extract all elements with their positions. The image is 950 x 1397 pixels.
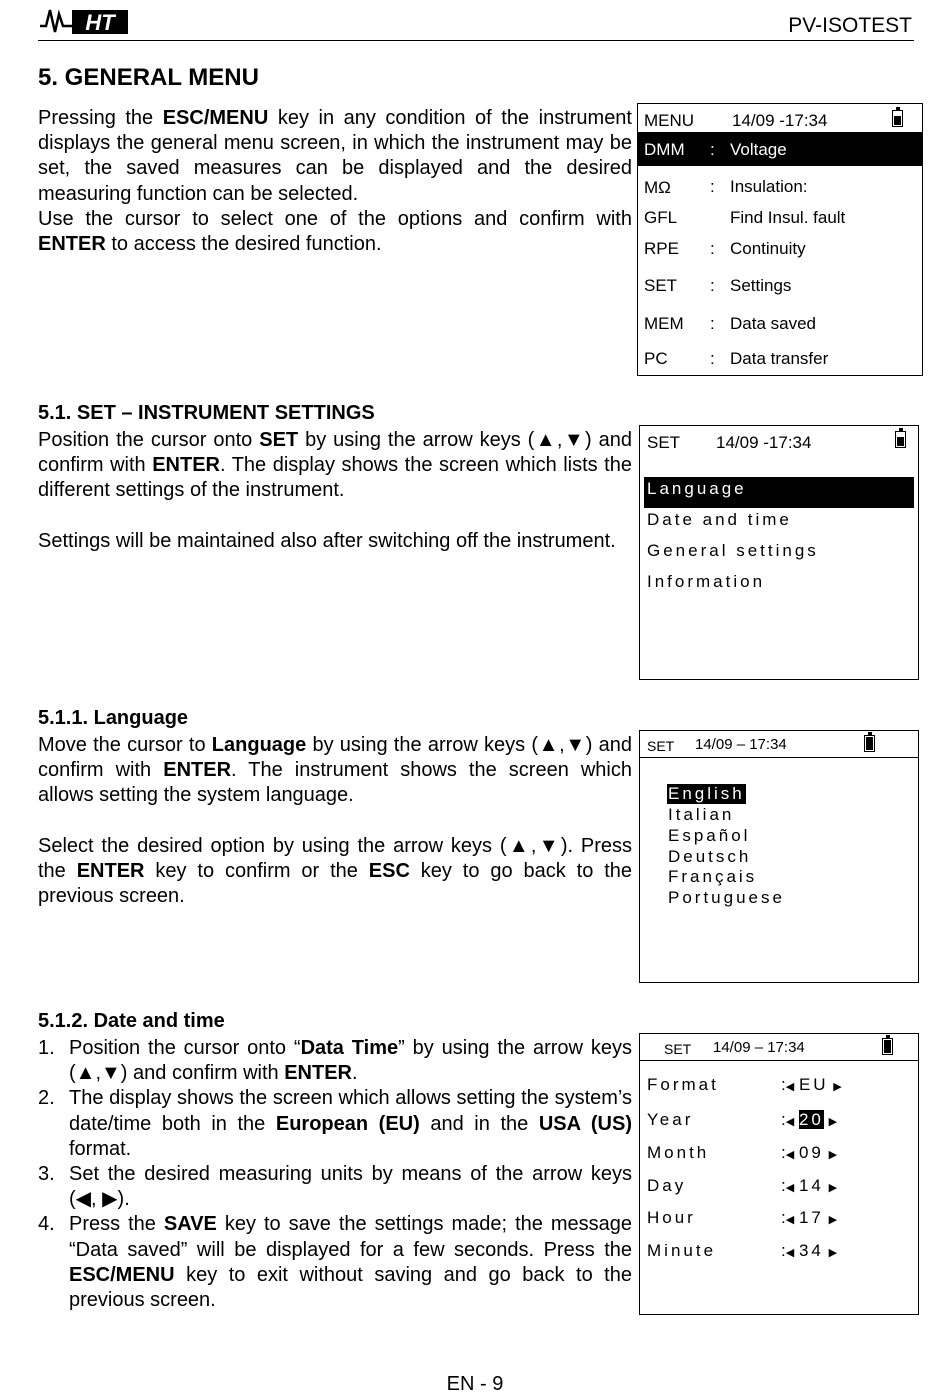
section-5-text (38, 106, 632, 257)
ht-logo (38, 4, 130, 36)
battery-icon (892, 110, 903, 127)
datetime-screen-title: SET (664, 1041, 692, 1057)
set-screen-title: SET (647, 433, 681, 452)
section-5-1-2-title: 5.1.2. Date and time (38, 1010, 225, 1032)
menu-row-label[interactable]: Insulation: (730, 177, 808, 196)
set-item-information[interactable]: Information (647, 572, 766, 591)
language-screen (639, 730, 919, 983)
arrow-left-icon: ◀ (785, 1149, 795, 1161)
section-5-1-text (38, 428, 632, 554)
step-item: 4. Press the SAVE key to save the settings made; the message “Data saved” will be displayed for a few seconds. Press the ESC/MENU key to exit without saving and go back to the previous screen. (38, 1213, 632, 1312)
menu-row-code[interactable]: MΩ (644, 178, 671, 197)
menu-row-code[interactable]: RPE (644, 239, 679, 258)
battery-icon (895, 431, 906, 448)
section-5-1-1-p2: Select the desired option by using the arrow keys (▲,▼). Press the ENTER key to confirm or the ESC key to go back to the previous screen. (38, 834, 633, 908)
field-label-year: Year (647, 1110, 694, 1129)
step-item: 2. The display shows the screen which allows setting the system’s date/time both in the European (EU) and in the USA (US) format. (38, 1087, 632, 1160)
ht-logo-graphic (38, 4, 130, 36)
page-number: EN - 9 (446, 1373, 504, 1395)
menu-row-sep: : (710, 239, 715, 258)
menu-row-sep: : (710, 177, 715, 196)
field-label-day: Day (647, 1176, 687, 1195)
datetime-screen (639, 1033, 919, 1315)
field-label-hour: Hour (647, 1208, 696, 1227)
step-item: 3. Set the desired measuring units by means of the arrow keys (◀, ▶). (38, 1163, 632, 1211)
language-screen-datetime: 14/09 – 17:34 (695, 736, 787, 753)
menu-screen-title: MENU (644, 111, 695, 130)
section-5-1-title: 5.1. SET – INSTRUMENT SETTINGS (38, 402, 375, 424)
menu-row-sep: : (710, 276, 715, 295)
arrow-right-icon: ▶ (833, 1081, 842, 1093)
field-value-day[interactable]: :◀ 14 ▶ (781, 1176, 838, 1195)
model-name: PV-ISOTEST (788, 14, 912, 37)
menu-row-code[interactable]: SET (644, 276, 678, 295)
menu-row-code[interactable]: GFL (644, 208, 678, 227)
menu-row-label[interactable]: Continuity (730, 239, 806, 258)
language-option[interactable]: Portuguese (668, 888, 785, 907)
language-option[interactable]: English (668, 784, 745, 803)
field-value-minute[interactable]: :◀ 34 ▶ (781, 1241, 838, 1260)
arrow-left-icon: ◀ (785, 1247, 795, 1259)
section-5-p2: Use the cursor to select one of the options and confirm with ENTER to access the desired function. (38, 207, 632, 256)
section-5-1-p2: Settings will be maintained also after switching off the instrument. (38, 529, 616, 552)
language-option[interactable]: Français (668, 867, 758, 886)
header-rule (38, 40, 914, 41)
section-5-1-2-steps (38, 1036, 632, 1313)
menu-row-sep: : (710, 349, 715, 368)
menu-row-label[interactable]: Find Insul. fault (730, 208, 846, 227)
arrow-left-icon: ◀ (785, 1116, 795, 1128)
field-label-minute: Minute (647, 1241, 717, 1260)
set-item-date-time[interactable]: Date and time (647, 510, 792, 529)
section-5-1-1-p1: Move the cursor to Language by using the arrow keys (▲,▼) and confirm with ENTER. The instrument shows the screen which allows setting the system language. (38, 734, 633, 807)
arrow-right-icon: ▶ (828, 1247, 838, 1259)
field-label-format: Format (647, 1075, 719, 1094)
menu-row-sep: : (710, 140, 715, 159)
set-item-general-settings[interactable]: General settings (647, 541, 819, 560)
arrow-right-icon: ▶ (828, 1214, 838, 1226)
language-option[interactable]: Italian (668, 805, 735, 824)
menu-row-label[interactable]: Voltage (730, 140, 787, 159)
arrow-right-icon: ▶ (828, 1182, 838, 1194)
step-item: 1. Position the cursor onto “Data Time” by using the arrow keys (▲,▼) and confirm with ENTER. (38, 1037, 632, 1085)
menu-screen (637, 103, 923, 376)
section-5-title: 5. GENERAL MENU (38, 64, 259, 91)
datetime-screen-datetime: 14/09 – 17:34 (713, 1039, 805, 1056)
field-value-year[interactable]: :◀ 20 ▶ (781, 1110, 838, 1129)
menu-screen-datetime: 14/09 -17:34 (732, 111, 828, 130)
set-screen (639, 425, 919, 680)
arrow-left-icon: ◀ (785, 1081, 795, 1093)
menu-row-code[interactable]: DMM (644, 140, 685, 159)
section-5-1-1-text (38, 733, 632, 909)
field-value-hour[interactable]: :◀ 17 ▶ (781, 1208, 838, 1227)
section-5-1-p1: Position the cursor onto SET by using the arrow keys (▲,▼) and confirm with ENTER. The display shows the screen which lists the different settings of the instrument. (38, 429, 632, 502)
arrow-right-icon: ▶ (828, 1149, 838, 1161)
field-label-month: Month (647, 1143, 710, 1162)
language-option[interactable]: Español (668, 826, 751, 845)
menu-row-code[interactable]: PC (644, 349, 668, 368)
section-5-p1: Pressing the ESC/MENU key in any condition of the instrument displays the general menu screen, in which the instrument may be set, the saved measures can be displayed and the desired measuring function can be selected. (38, 107, 632, 205)
field-value-month[interactable]: :◀ 09 ▶ (781, 1143, 838, 1162)
menu-row-code[interactable]: MEM (644, 314, 684, 333)
battery-icon (882, 1038, 893, 1055)
arrow-right-icon: ▶ (828, 1116, 838, 1128)
logo-text: HT (85, 10, 115, 35)
section-5-1-1-title: 5.1.1. Language (38, 707, 189, 729)
battery-icon (864, 735, 875, 752)
menu-row-label[interactable]: Settings (730, 276, 792, 295)
arrow-left-icon: ◀ (785, 1182, 795, 1194)
language-screen-title: SET (647, 738, 675, 754)
menu-row-sep: : (710, 314, 715, 333)
set-item-language[interactable]: Language (647, 479, 747, 498)
menu-row-label[interactable]: Data transfer (730, 349, 829, 368)
language-option[interactable]: Deutsch (668, 847, 752, 866)
arrow-left-icon: ◀ (785, 1214, 795, 1226)
menu-row-label[interactable]: Data saved (730, 314, 816, 333)
set-screen-datetime: 14/09 -17:34 (716, 433, 812, 452)
field-value-format[interactable]: :◀ EU ▶ (781, 1075, 842, 1094)
